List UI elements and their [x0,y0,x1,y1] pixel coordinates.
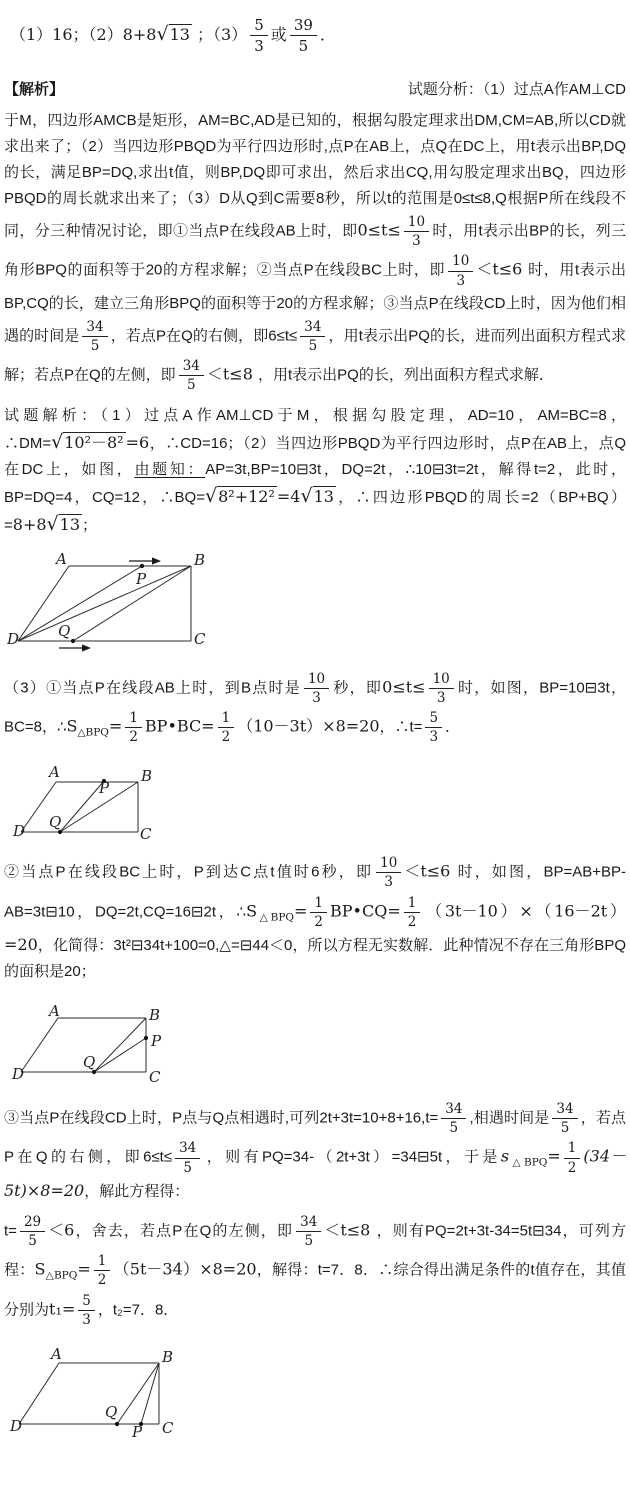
fraction-numerator: 1 [564,1140,581,1158]
math-run: ． [319,25,336,44]
math-run: 8+8 [12,514,47,534]
fraction [404,895,421,930]
point-label-Q: Q [105,1402,118,1421]
text-run: ②当点P在线段BC上时，P到达C点t值时6秒，即 [4,863,374,881]
math-run: S [246,901,258,921]
geometry-diagram-2 [6,761,626,845]
math-run: ＜t≤6 [476,260,529,280]
fraction-denominator: 2 [221,729,231,746]
fraction [290,16,317,55]
math-run: ＜t≤8 [324,1220,377,1240]
fraction-numerator: 10 [404,214,429,232]
fraction-denominator: 3 [82,1311,91,1328]
point-label-C: C [149,1068,161,1086]
point-label-A: A [51,1344,62,1363]
point-label-D: D [7,629,20,648]
text-run: 于M，四边形AMCB是矩形，AM=BC,AD是已知的，根据勾股定理求出DM,CM=AB,所以CD就求出来了；（2）当四边形PBQD为平行四边形时,点P在AB上，点Q在DC上，用t表示出BP,DQ的长，满足BP=DQ,求出t值，则BP,DQ即可求出，然后求出CQ,用勾股定理求出BQ，四边形PBQD的周长就求出来了；（3）D从Q到C需要8秒，所以t的范围是0≤t≤8,Q根据P所在线段不同，分三种情况讨论，即①当点P在线段AB上时，即 [4,112,626,240]
text-run: 时，用t表示出BP的长，列三角形BPQ的面积等于20的方程求解；②当点P在线段BC上时，即 [4,222,626,280]
math-run: = [77,1259,91,1279]
point-label-P: P [151,1032,162,1050]
fraction-numerator: 5 [78,1293,95,1311]
analysis-header [4,79,626,101]
fraction [404,214,429,249]
fraction-denominator: 3 [429,729,439,746]
fraction-numerator: 34 [179,358,204,376]
fraction-numerator: 1 [125,710,142,728]
fraction-numerator: 34 [552,1101,577,1119]
fraction-numerator: 1 [218,710,235,728]
fraction [564,1140,581,1175]
point-label-D: D [12,1065,25,1083]
fraction-denominator: 2 [97,1272,107,1289]
geometry-diagram-2-svg [6,761,166,845]
text-run: ； [82,516,98,534]
fraction [552,1101,577,1136]
text-run: ，∴四边形PBQD的周长=2（BP+BQ）= [4,488,626,534]
fraction-numerator: 34 [175,1140,200,1158]
point-label-B: B [141,767,153,786]
fraction [376,855,401,890]
fraction-numerator: 1 [94,1253,111,1271]
text-run: ，解得：t=7．8．∴综合得出满足条件的t值存在，其值分别为 [4,1261,626,1319]
subscript: △BPQ [77,726,109,739]
fraction-denominator: 5 [186,377,196,394]
fraction [175,1140,200,1175]
direction-arrow-icon [82,644,91,651]
fraction [125,710,142,745]
fraction-denominator: 5 [28,1232,37,1249]
fraction-numerator: 10 [376,855,401,873]
point-label-A: A [49,763,60,782]
text-run: 时，如图，BP=10⊟3t，BC=8，∴ [4,679,626,736]
text-run: ③当点P在线段CD上时，P点与Q点相遇时,可列2t+3t=10+8+16,t= [4,1109,439,1127]
geometry-diagram-3-svg [6,999,171,1091]
geometry-diagram-4 [6,1344,626,1444]
analysis-label: 【解析】 [4,81,65,98]
math-run: BP•CQ= [330,901,401,921]
fraction-denominator: 3 [436,689,446,706]
fraction-numerator: 10 [448,253,473,271]
fraction [310,895,327,930]
math-run: (34－5t)×8=20 [4,1147,626,1200]
analysis-paragraph [4,108,626,396]
radical-sign: √ [51,430,64,453]
case3b-paragraph [4,1212,626,1330]
point-label-Q: Q [49,813,62,832]
fraction [425,710,442,745]
geometry-diagram-4-svg [6,1344,181,1444]
radicand: 10²－8² [64,432,124,452]
fraction-numerator: 5 [250,16,268,36]
math-run: （3t－10）×（16－2t）=20 [4,901,626,954]
fraction-denominator: 5 [304,1232,314,1249]
math-run: S [66,716,78,736]
math-run: = [294,901,308,921]
geometry-diagram-1-svg [6,549,226,661]
radical-sign: √ [204,484,218,507]
point-label-C: C [140,825,152,844]
subscript: △BPQ [509,1157,548,1170]
point-label-P: P [99,779,110,798]
fraction-denominator: 5 [298,37,309,55]
point-label-C: C [194,629,206,648]
fraction [448,253,473,288]
math-run: = [108,716,123,736]
fraction-numerator: 29 [20,1214,45,1232]
fraction-denominator: 5 [183,1159,192,1176]
fraction [304,671,329,706]
point-label-B: B [149,1006,161,1024]
fraction-denominator: 3 [384,874,394,891]
fraction-numerator: 34 [296,1214,321,1232]
sqrt-expression [300,484,335,507]
subscript: △BPQ [257,911,295,924]
point-label-D: D [10,1416,23,1435]
fraction [296,1214,321,1249]
text-run: ，t₂=7．8． [97,1301,179,1319]
radical-sign: √ [156,23,169,45]
fraction-denominator: 2 [567,1159,577,1176]
fraction-numerator: 34 [300,319,325,337]
math-run: = [547,1147,561,1167]
point-label-D: D [13,822,26,841]
fraction-denominator: 2 [314,913,324,930]
text-run: 由题知： [134,460,206,478]
fraction-denominator: 5 [449,1120,459,1137]
fraction-numerator: 34 [82,319,107,337]
math-run: （1）16；（2）8+8 [10,25,157,44]
fraction [82,319,107,354]
case3-paragraph [4,1099,626,1205]
fraction-numerator: 5 [425,710,442,728]
sqrt-expression [204,484,277,507]
text-run: AP=3t,BP=10⊟3t，DQ=2t，∴10⊟3t=2t，解得t=2，此时，BP=DQ=4，CQ=12，∴BQ= [4,460,626,506]
fraction-denominator: 5 [560,1120,570,1137]
math-run: ；（3） [191,25,248,44]
radicand: 13 [169,25,190,44]
case1-paragraph [4,669,626,748]
text-run: ，则有PQ=34-（2t+3t）=34⊟5t，于是 [203,1149,501,1167]
fraction-numerator: 39 [290,16,317,36]
radicand: 13 [59,514,80,534]
fraction-numerator: 10 [304,671,329,689]
text-run: ，若点P在Q的右侧，即6≤t≤ [110,327,298,345]
fraction-denominator: 5 [308,337,318,354]
subscript: △BPQ [45,1269,78,1282]
text-run: ,相遇时间是 [469,1109,550,1127]
text-run: ，∴t= [379,718,423,736]
point-label-P: P [136,569,147,588]
sqrt-expression [51,430,125,453]
text-run: ，舍去，若点P在Q的左侧，即 [74,1222,294,1240]
point-label-C: C [162,1418,174,1437]
solution-document [4,14,626,1444]
text-run: 秒，即 [332,679,383,697]
fraction-denominator: 5 [90,337,100,354]
math-run: 0≤t≤ [382,677,426,697]
fraction [441,1101,466,1136]
text-run: ，用t表示出PQ的长，列出面积方程式求解． [257,366,554,384]
fraction [179,358,204,393]
text-run: 试题解析：（1）过点A作AM⊥CD于M，根据勾股定理，AD=10，AM=BC=8，∴DM= [4,406,626,452]
fraction-denominator: 3 [456,272,466,289]
answer-line [10,14,626,57]
point-label-B: B [194,550,206,569]
math-run: （10－3t）×8=20 [237,716,380,736]
analysis-intro: 试题分析：（1）过点A作AM⊥CD [407,81,626,98]
point-label-Q: Q [58,621,71,640]
fraction-denominator: 3 [312,689,321,706]
text-run: （3）①当点P在线段AB上时，到B点时是 [4,679,301,697]
math-run: =4 [276,486,301,506]
text-run: 时，用t表示出BP,CQ的长，建立三角形BPQ的面积等于20的方程求解；③当点P在线段CD上时，因为他们相遇的时间是 [4,262,626,345]
direction-arrow-icon [152,557,161,564]
sqrt-expression [157,25,192,44]
fraction-numerator: 34 [441,1101,466,1119]
fraction-denominator: 2 [129,729,138,746]
math-run: 或 [270,25,287,44]
math-run: S [34,1259,46,1279]
math-run: BP•BC= [144,716,215,736]
math-run: 0≤t≤ [357,220,401,240]
fraction [20,1214,45,1249]
math-run: （5t－34）×8=20 [113,1259,257,1279]
radical-sign: √ [46,512,59,535]
text-run: ，化简得：3t²⊟34t+100=0,△=⊟44＜0，所以方程无实数解．此种情况不存在三角形BPQ的面积是20； [4,937,626,980]
math-run: s [500,1147,510,1167]
radical-sign: √ [300,484,313,507]
point-label-P: P [132,1422,143,1441]
sqrt-expression [46,512,82,535]
text-run: ，解此方程得： [84,1182,190,1200]
point-label-A: A [49,1002,60,1020]
fraction [300,319,325,354]
fraction-denominator: 2 [407,913,417,930]
text-run: 时，如图，BP=AB+BP-AB=3t⊟10，DQ=2t,CQ=16⊟2t，∴ [4,863,626,921]
text-run: ，若点P在Q的右侧，即6≤t≤ [4,1109,626,1167]
fraction-numerator: 1 [310,895,327,913]
point-label-B: B [162,1347,174,1366]
radicand: 8²+12² [218,486,275,506]
fraction-numerator: 10 [429,671,454,689]
fraction [250,16,268,55]
math-run: t₁= [49,1299,76,1319]
point-label-A: A [56,549,67,568]
fraction-numerator: 1 [404,895,421,913]
fraction [94,1253,111,1288]
math-run: ＜t≤6 [404,861,458,881]
solution-paragraph [4,403,626,539]
case2-paragraph [4,853,626,985]
text-run: ，用t表示出PQ的长，进而列出面积方程式求解；若点P在Q的左侧，即 [4,327,626,384]
fraction-denominator: 3 [412,233,421,250]
radicand: 13 [313,486,334,506]
text-run: ，则有PQ=2t+3t-34=5t⊟34，可列方程： [4,1222,626,1279]
fraction-denominator: 3 [254,37,264,55]
fraction [429,671,454,706]
fraction [218,710,235,745]
point-label-Q: Q [83,1053,96,1071]
text-run: ． [445,718,461,736]
geometry-diagram-1 [6,549,626,661]
text-run: t= [4,1222,17,1240]
math-run: ＜t≤8 [206,364,258,384]
math-run: ＜6 [48,1220,75,1240]
text-run: ，∴CD=16；（2）当四边形PBQD为平行四边形时，点P在AB上，点Q在DC上，如图， [4,434,626,478]
math-run: =6 [125,432,150,452]
geometry-diagram-3 [6,999,626,1091]
